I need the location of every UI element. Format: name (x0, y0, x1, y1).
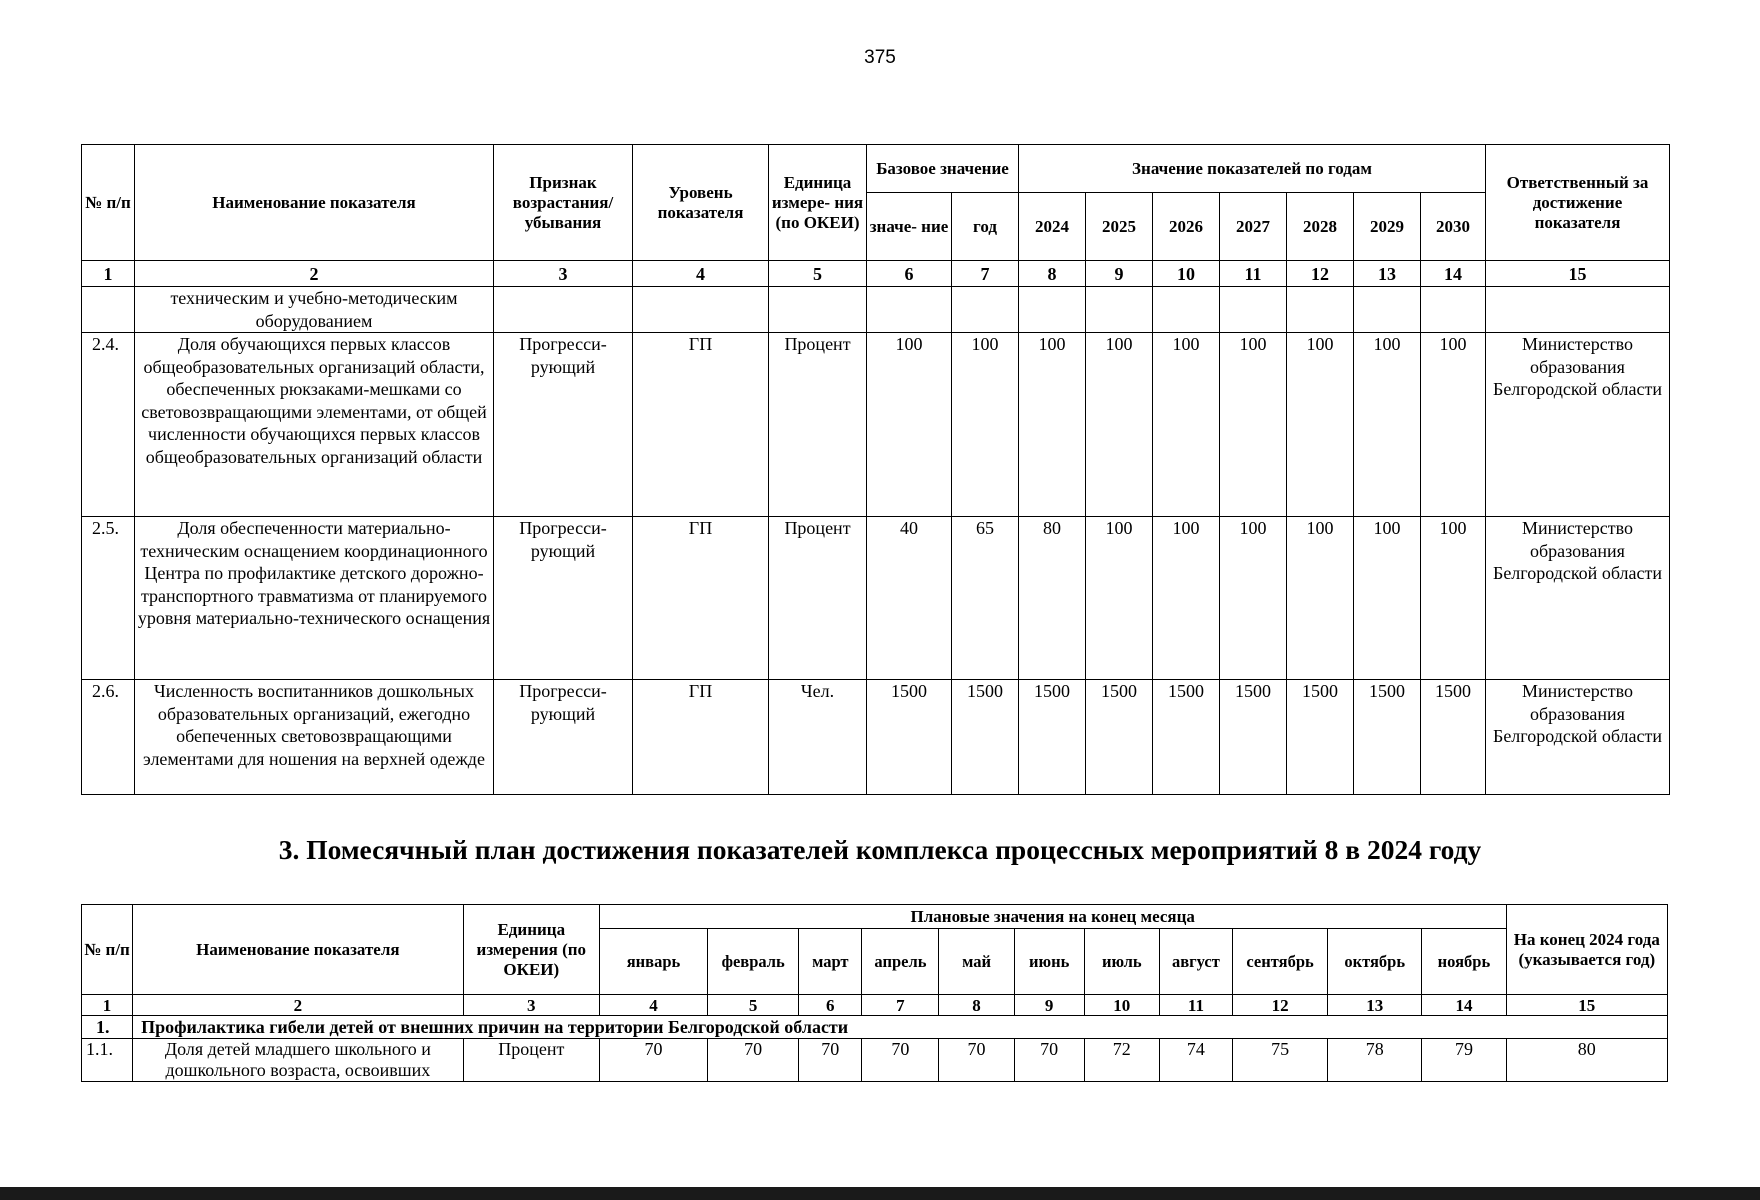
row-base-year: 1500 (952, 680, 1019, 795)
row-value: 1500 (1354, 680, 1421, 795)
table-row (82, 1039, 1668, 1082)
row-num (82, 287, 135, 333)
row-trend (494, 287, 633, 333)
column-number: 3 (494, 261, 633, 287)
column-number: 5 (708, 995, 799, 1016)
row-month-value: 72 (1084, 1039, 1159, 1082)
column-number: 14 (1422, 995, 1506, 1016)
column-number: 11 (1220, 261, 1287, 287)
row-unit: Процент (769, 333, 867, 517)
row-responsible: Министерство образования Белгородской области (1486, 680, 1670, 795)
header-year: 2026 (1153, 193, 1220, 261)
row-month-value: 70 (939, 1039, 1014, 1082)
row-name: Доля детей младшего школьного и дошкольного возраста, освоивших (133, 1039, 464, 1082)
column-number: 9 (1014, 995, 1084, 1016)
row-value (1287, 287, 1354, 333)
column-number: 8 (939, 995, 1014, 1016)
row-value: 100 (1019, 333, 1086, 517)
row-base-value: 1500 (867, 680, 952, 795)
header-month: май (939, 929, 1014, 995)
header-base: Базовое значение (867, 145, 1019, 193)
row-level: ГП (633, 680, 769, 795)
header-num: № п/п (82, 905, 133, 995)
row-value (1019, 287, 1086, 333)
row-value: 1500 (1287, 680, 1354, 795)
row-value (1086, 287, 1153, 333)
column-number: 1 (82, 261, 135, 287)
row-month-value: 70 (799, 1039, 862, 1082)
header-month: август (1159, 929, 1232, 995)
header-month: март (799, 929, 862, 995)
column-number-row (82, 995, 1668, 1016)
row-value: 100 (1153, 517, 1220, 680)
row-value: 100 (1354, 517, 1421, 680)
row-base-value: 40 (867, 517, 952, 680)
table-row (82, 287, 1670, 333)
row-num: 2.6. (82, 680, 135, 795)
scan-bottom-edge (0, 1187, 1760, 1200)
header-month: февраль (708, 929, 799, 995)
column-number: 15 (1486, 261, 1670, 287)
section-row (82, 1016, 1668, 1039)
header-month: июль (1084, 929, 1159, 995)
row-value: 1500 (1153, 680, 1220, 795)
header-base-value: значе- ние (867, 193, 952, 261)
row-month-value: 70 (708, 1039, 799, 1082)
header-month: апрель (862, 929, 939, 995)
row-name: техническим и учебно-методическим оборудованием (135, 287, 494, 333)
row-value: 100 (1354, 333, 1421, 517)
row-value: 1500 (1220, 680, 1287, 795)
header-month: июнь (1014, 929, 1084, 995)
column-number-row (82, 261, 1670, 287)
indicators-table (81, 144, 1670, 795)
row-value (1153, 287, 1220, 333)
header-num: № п/п (82, 145, 135, 261)
row-trend: Прогресси- рующий (494, 680, 633, 795)
row-value (1421, 287, 1486, 333)
header-responsible: Ответственный за достижение показателя (1486, 145, 1670, 261)
row-value (1220, 287, 1287, 333)
column-number: 14 (1421, 261, 1486, 287)
column-number: 11 (1159, 995, 1232, 1016)
header-month: январь (599, 929, 707, 995)
row-level: ГП (633, 517, 769, 680)
row-base-value: 100 (867, 333, 952, 517)
row-month-value: 75 (1232, 1039, 1327, 1082)
row-num: 2.4. (82, 333, 135, 517)
column-number: 12 (1232, 995, 1327, 1016)
row-year-end: 80 (1506, 1039, 1667, 1082)
table-row (82, 333, 1670, 517)
row-month-value: 70 (862, 1039, 939, 1082)
row-base-value (867, 287, 952, 333)
row-name: Доля обучающихся первых классов общеобразовательных организаций области, обеспеченных рюкзаками-мешками со световозвращающими элементами, от общей численности обучающихся первых классов общеобразовательных организаций области (135, 333, 494, 517)
section-num: 1. (82, 1016, 133, 1039)
column-number: 10 (1153, 261, 1220, 287)
row-responsible: Министерство образования Белгородской области (1486, 517, 1670, 680)
row-unit: Чел. (769, 680, 867, 795)
column-number: 4 (633, 261, 769, 287)
row-responsible (1486, 287, 1670, 333)
column-number: 6 (799, 995, 862, 1016)
row-value: 100 (1086, 333, 1153, 517)
column-number: 10 (1084, 995, 1159, 1016)
row-value: 100 (1287, 333, 1354, 517)
header-year: 2029 (1354, 193, 1421, 261)
row-unit (769, 287, 867, 333)
row-num: 2.5. (82, 517, 135, 680)
row-month-value: 70 (599, 1039, 707, 1082)
row-trend: Прогресси- рующий (494, 517, 633, 680)
row-value: 100 (1287, 517, 1354, 680)
row-value: 100 (1421, 517, 1486, 680)
header-unit: Единица измерения (по ОКЕИ) (463, 905, 599, 995)
row-month-value: 70 (1014, 1039, 1084, 1082)
column-number: 2 (133, 995, 464, 1016)
column-number: 9 (1086, 261, 1153, 287)
header-month: сентябрь (1232, 929, 1327, 995)
row-responsible: Министерство образования Белгородской области (1486, 333, 1670, 517)
header-month: ноябрь (1422, 929, 1506, 995)
monthly-plan-table (81, 904, 1668, 1082)
header-month: октябрь (1328, 929, 1422, 995)
row-value: 100 (1220, 333, 1287, 517)
column-number: 6 (867, 261, 952, 287)
header-year: 2024 (1019, 193, 1086, 261)
header-name: Наименование показателя (135, 145, 494, 261)
column-number: 2 (135, 261, 494, 287)
header-year: 2027 (1220, 193, 1287, 261)
row-name: Доля обеспеченности материально-техническим оснащением координационного Центра по профилактике детского дорожно-транспортного травматизма от планируемого уровня материально-технического оснащения (135, 517, 494, 680)
column-number: 5 (769, 261, 867, 287)
header-level: Уровень показателя (633, 145, 769, 261)
row-month-value: 74 (1159, 1039, 1232, 1082)
row-base-year: 100 (952, 333, 1019, 517)
row-trend: Прогресси- рующий (494, 333, 633, 517)
column-number: 7 (952, 261, 1019, 287)
page-number: 375 (864, 47, 896, 68)
header-unit: Единица измере- ния (по ОКЕИ) (769, 145, 867, 261)
column-number: 8 (1019, 261, 1086, 287)
column-number: 13 (1354, 261, 1421, 287)
row-unit: Процент (463, 1039, 599, 1082)
section-title: 3. Помесячный план достижения показателей комплекса процессных мероприятий 8 в 2024 году (278, 834, 1482, 865)
header-years-group: Значение показателей по годам (1019, 145, 1486, 193)
row-num: 1.1. (82, 1039, 133, 1082)
section-row-title: Профилактика гибели детей от внешних причин на территории Белгородской области (133, 1016, 1668, 1039)
header-year: 2025 (1086, 193, 1153, 261)
row-value: 100 (1086, 517, 1153, 680)
header-name: Наименование показателя (133, 905, 464, 995)
row-level: ГП (633, 333, 769, 517)
row-value: 80 (1019, 517, 1086, 680)
header-year-end: На конец 2024 года (указывается год) (1506, 905, 1667, 995)
row-value (1354, 287, 1421, 333)
table-row (82, 680, 1670, 795)
header-plan-group: Плановые значения на конец месяца (599, 905, 1506, 929)
row-value: 1500 (1019, 680, 1086, 795)
column-number: 12 (1287, 261, 1354, 287)
row-month-value: 79 (1422, 1039, 1506, 1082)
column-number: 3 (463, 995, 599, 1016)
column-number: 13 (1328, 995, 1422, 1016)
row-base-year (952, 287, 1019, 333)
row-value: 1500 (1086, 680, 1153, 795)
header-year: 2028 (1287, 193, 1354, 261)
row-level (633, 287, 769, 333)
row-base-year: 65 (952, 517, 1019, 680)
header-trend: Признак возрастания/ убывания (494, 145, 633, 261)
header-base-year: год (952, 193, 1019, 261)
row-value: 100 (1153, 333, 1220, 517)
row-value: 1500 (1421, 680, 1486, 795)
row-name: Численность воспитанников дошкольных образовательных организаций, ежегодно обепеченных световозвращающими элементами для ношения на верхней одежде (135, 680, 494, 795)
row-value: 100 (1421, 333, 1486, 517)
row-unit: Процент (769, 517, 867, 680)
column-number: 15 (1506, 995, 1667, 1016)
row-month-value: 78 (1328, 1039, 1422, 1082)
table-row (82, 517, 1670, 680)
column-number: 7 (862, 995, 939, 1016)
column-number: 1 (82, 995, 133, 1016)
column-number: 4 (599, 995, 707, 1016)
row-value: 100 (1220, 517, 1287, 680)
header-year: 2030 (1421, 193, 1486, 261)
